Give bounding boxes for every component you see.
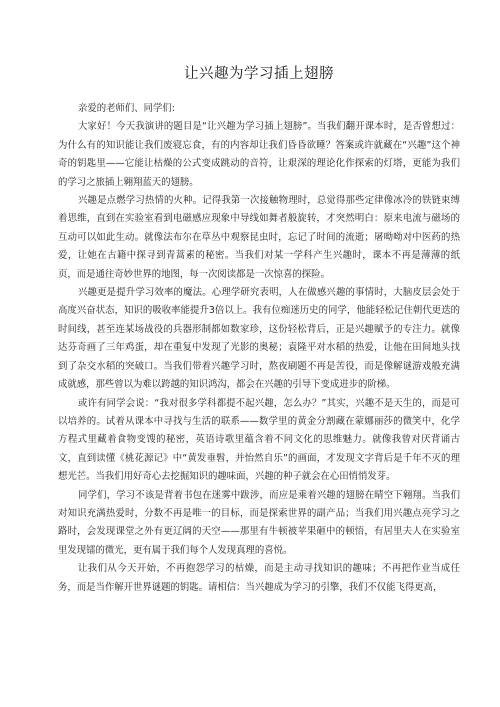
paragraph-4: 或许有同学会说：“我对很多学科都提不起兴趣，怎么办？”其实，兴趣不是天生的，而是可以培养的。试着从课本中寻找与生活的联系——数学里的黄金分割藏在蒙娜丽莎的微笑中，化学方程式里藏着食物变馊的秘密，英语诗歌里蕴含着不同文化的思维魅力。就像我曾对厌背诵古文，直到读懂《桃花源记》中“黄发垂髫，并怡然自乐”的画面，才发现文字背后是千年不灭的理想光芒。当我们用好奇心去挖掘知识的趣味面，兴趣的种子就会在心田悄悄发芽。 xyxy=(58,397,460,483)
paragraph-1: 大家好！今天我演讲的题目是“让兴趣为学习插上翅膀”。当我们翻开课本时，是否曾想过：为什么有的知识能让我们废寝忘食，有的内容却让我们昏昏欲睡？答案或许就藏在“兴趣”这个神奇的钥匙里——它能让枯燥的公式变成跳动的音符，让艰深的理论化作探索的灯塔，更能为我们的学习之旅插上翱翔蓝天的翅膀。 xyxy=(58,121,460,188)
paragraph-6: 让我们从今天开始，不再抱怨学习的枯燥，而是主动寻找知识的趣味；不再把作业当成任务，而是当作解开世界谜题的钥匙。请相信：当兴趣成为学习的引擎，我们不仅能飞得更高， xyxy=(58,563,460,593)
paragraph-5: 同学们，学习不该是背着书包在迷雾中跋涉，而应是乘着兴趣的翅膀在晴空下翱翔。当我们对知识充满热爱时，分数不再是唯一的目标，而是探索世界的副产品；当我们用兴趣点亮学习之路时，会发现课堂之外有更辽阔的天空——那里有牛顿被苹果砸中的顿悟，有居里夫人在实验室里发现镭的微光，更有属于我们每个人发现真理的喜悦。 xyxy=(58,489,460,556)
paragraph-2: 兴趣是点燃学习热情的火种。记得我第一次接触物理时，总觉得那些定律像冰冷的铁链束缚着思维，直到在实验室看到电磁感应现象中导线如舞者般旋转，才突然明白：原来电流与磁场的互动可以如此生动。就像法布尔在草丛中观察昆虫时，忘记了时间的流逝；屠呦呦对中医药的热爱，让她在古籍中探寻到青蒿素的秘密。当我们对某一学科产生兴趣时，课本不再是薄薄的纸页，而是通往奇妙世界的地图，每一次阅读都是一次惊喜的探险。 xyxy=(58,195,460,280)
paragraph-3: 兴趣更是提升学习效率的魔法。心理学研究表明，人在做感兴趣的事情时，大脑皮层会处于高度兴奋状态，知识的吸收率能提升3倍以上。我有位痴迷历史的同学，他能轻松记住朝代更迭的时间线，甚至连某场战役的兵器形制都如数家珍，这份轻松背后，正是兴趣赋予的专注力。就像达芬奇画了三年鸡蛋，却在重复中发现了光影的奥秘；袁隆平对水稻的热爱，让他在田间地头找到了杂交水稻的突破口。当我们带着兴趣学习时，熬夜刷题不再是苦役，而是像解谜游戏般充满成就感，那些曾以为难以跨越的知识鸿沟，都会在兴趣的引导下变成进步的阶梯。 xyxy=(58,287,460,391)
document-title: 让兴趣为学习插上翅膀 xyxy=(184,66,334,82)
greeting: 亲爱的老师们、同学们: xyxy=(78,103,175,114)
